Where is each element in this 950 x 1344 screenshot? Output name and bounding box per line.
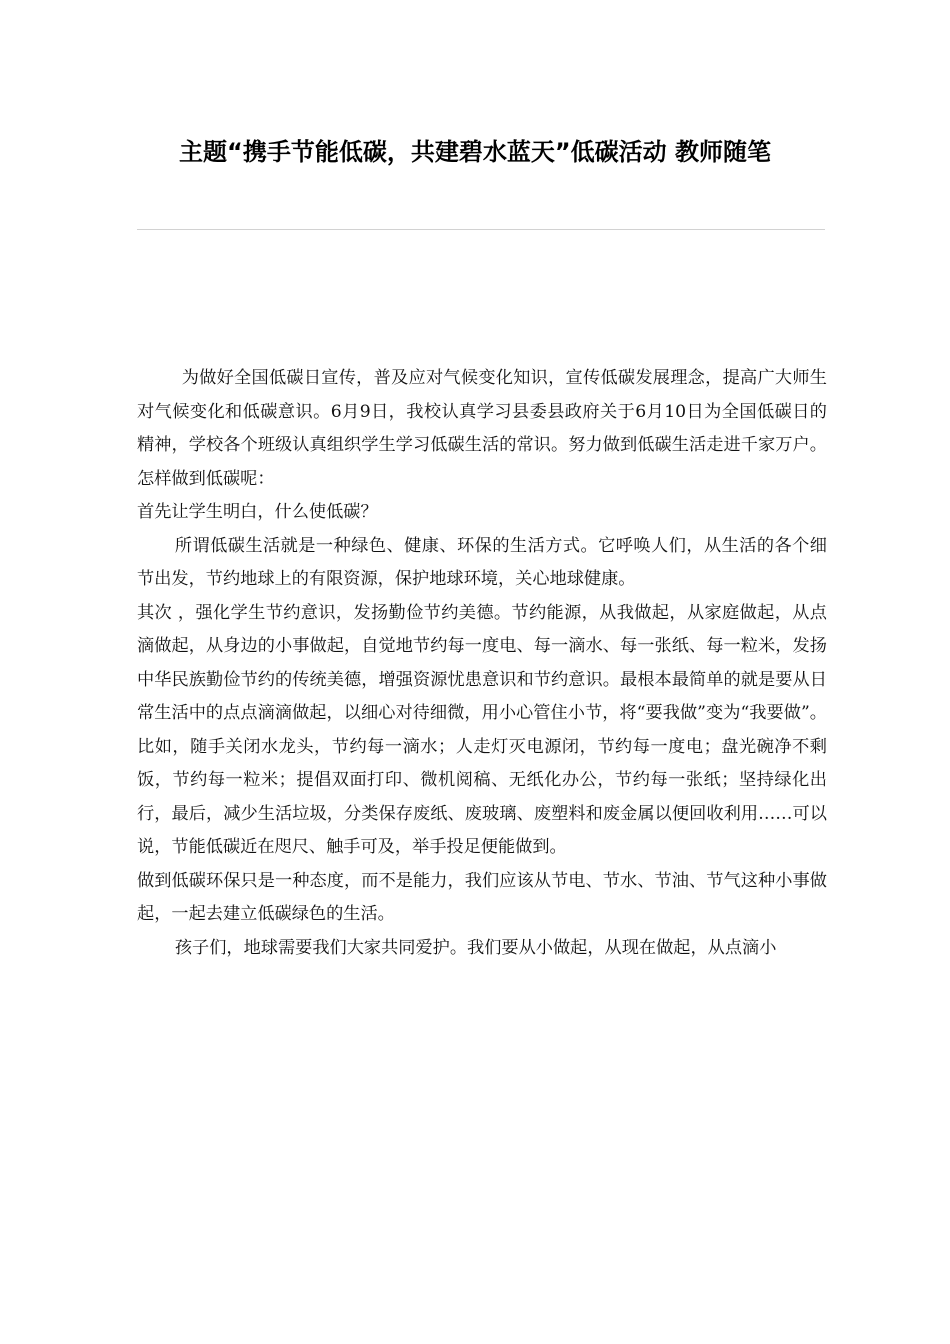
title-divider	[137, 229, 825, 230]
document-title: 主题“携手节能低碳，共建碧水蓝天”低碳活动 教师随笔	[179, 138, 771, 166]
paragraph-saving: 其次 ，强化学生节约意识，发扬勤俭节约美德。节约能源，从我做起，从家庭做起，从点滴做起，从身边的小事做起，自觉地节约每一度电、每一滴水、每一张纸、每一粒米，发扬中华民族勤俭节约的传统美德，增强资源忧患意识和节约意识。最根本最简单的就是要从日常生活中的点点滴滴做起，以细心对待细微，用小心管住小节，将“要我做”变为“我要做”。比如，随手关闭水龙头，节约每一滴水；人走灯灭电源闭，节约每一度电；盘光碗净不剩饭，节约每一粒米；提倡双面打印、微机阅稿、无纸化办公，节约每一张纸；坚持绿化出行，最后，减少生活垃圾，分类保存废纸、废玻璃、废塑料和废金属以便回收利用……可以说，节能低碳近在咫尺、触手可及，举手投足便能做到。	[137, 602, 827, 857]
document-body	[137, 362, 827, 965]
paragraph-definition: 所谓低碳生活就是一种绿色、健康、环保的生活方式。它呼唤人们，从生活的各个细节出发，节约地球上的有限资源，保护地球环境，关心地球健康。	[137, 535, 827, 589]
paragraph-attitude: 做到低碳环保只是一种态度，而不是能力，我们应该从节电、节水、节油、节气这种小事做起，一起去建立低碳绿色的生活。	[137, 870, 827, 924]
paragraph-children: 孩子们，地球需要我们大家共同爱护。我们要从小做起，从现在做起，从点滴小	[174, 937, 777, 958]
paragraph-intro: 为做好全国低碳日宣传，普及应对气候变化知识，宣传低碳发展理念，提高广大师生对气候变化和低碳意识。6月9日，我校认真学习县委县政府关于6月10日为全国低碳日的精神，学校各个班级认真组织学生学习低碳生活的常识。努力做到低碳生活走进千家万户。怎样做到低碳呢：	[137, 368, 827, 489]
paragraph-question: 首先让学生明白，什么使低碳？	[137, 502, 378, 522]
